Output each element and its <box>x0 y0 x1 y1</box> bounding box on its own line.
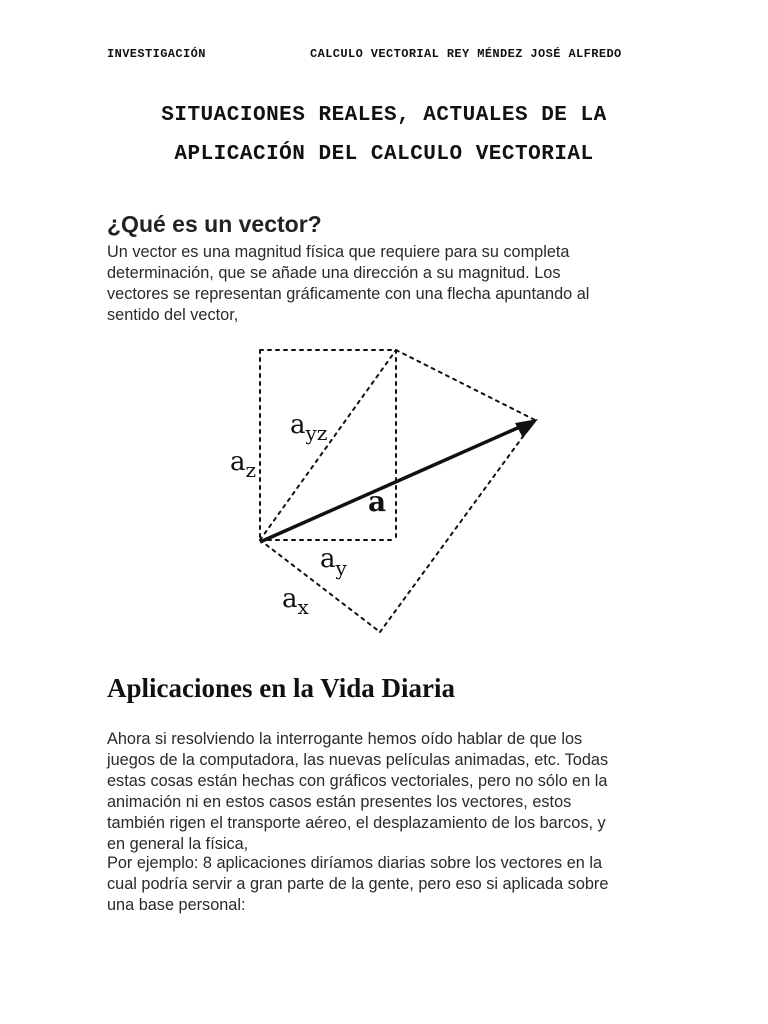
header-left-text: INVESTIGACIÓN <box>107 47 206 61</box>
title-line-2: APLICACIÓN DEL CALCULO VECTORIAL <box>174 143 594 166</box>
vector-components-diagram <box>220 340 560 640</box>
paragraph-vector-definition: Un vector es una magnitud física que requiere para su completa determinación, que se añade una dirección a su magnitud. Los vectores se representan gráficamente con una flecha apuntando al sentido del vector, <box>107 243 590 324</box>
section-heading-what-is-vector: ¿Qué es un vector? <box>107 211 322 237</box>
paragraph-applications-example: Por ejemplo: 8 aplicaciones diríamos diarias sobre los vectores en la cual podría servir a gran parte de la gente, pero eso si aplicada sobre una base personal: <box>107 854 609 914</box>
dashed-bottom-to-tip <box>380 420 535 632</box>
label-a-vector: a <box>368 485 387 518</box>
label-a-y: $a_y$ <box>320 544 347 580</box>
dashed-top-to-tip <box>396 350 535 420</box>
title-line-1: SITUACIONES REALES, ACTUALES DE LA <box>161 104 607 127</box>
vector-a-arrow-shaft <box>260 426 522 542</box>
document-title <box>60 96 708 174</box>
header-right-text: CALCULO VECTORIAL REY MÉNDEZ JOSÉ ALFREDO <box>310 47 622 61</box>
paragraph-applications-intro: Ahora si resolviendo la interrogante hemos oído hablar de que los juegos de la computadora, las nuevas películas animadas, etc. Todas estas cosas están hechas con gráficos vectoriales, pero no sólo en la animación ni en estos casos están presentes los vectores, estos también rigen el transporte aéreo, el desplazamiento de los barcos, y en general la física, <box>107 730 609 853</box>
vector-a-arrowhead <box>515 419 538 438</box>
section-heading-applications: Aplicaciones en la Vida Diaria <box>107 673 456 703</box>
label-a-yz: $a_{yz}$ <box>290 410 328 445</box>
label-a-z: $a_z$ <box>230 447 257 482</box>
label-a-x: $a_x$ <box>282 584 309 619</box>
